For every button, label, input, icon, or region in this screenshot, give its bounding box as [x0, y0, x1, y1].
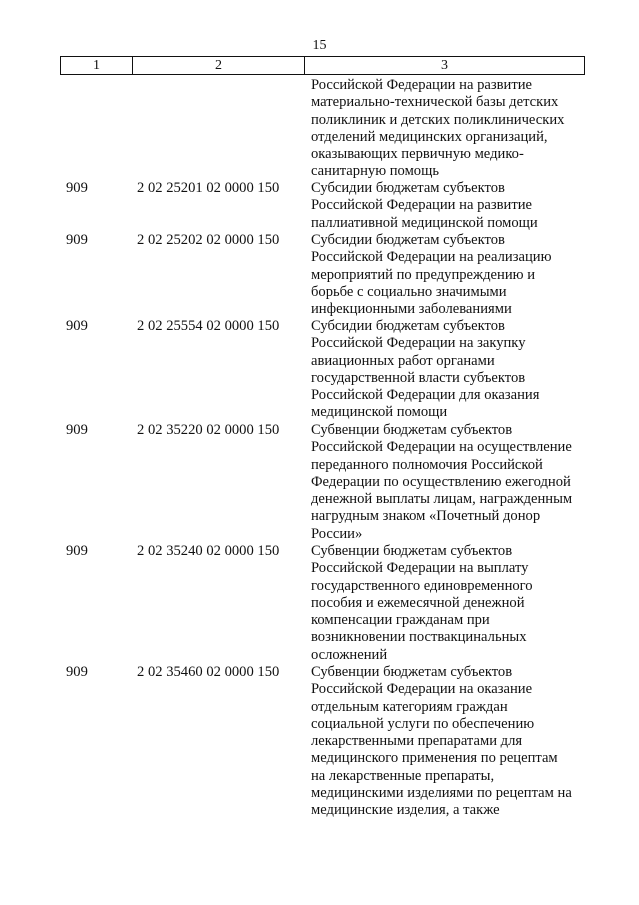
description-line: мероприятий по предупреждению и — [311, 266, 536, 283]
page-number: 15 — [312, 38, 327, 53]
description-line: санитарную помощь — [311, 163, 439, 180]
description-line: Российской Федерации на осуществление — [311, 439, 572, 456]
description-line: государственной власти субъектов — [311, 369, 526, 386]
description-line: медицинскими изделиями по рецептам на — [311, 785, 572, 802]
admin-code-cell: 909 — [66, 543, 88, 559]
admin-code-cell: 909 — [66, 180, 88, 196]
description-line: денежной выплаты лицам, награжденным — [311, 491, 573, 508]
description-line: на лекарственные препараты, — [311, 767, 495, 784]
description-line: борьбе с социально значимыми — [311, 283, 507, 300]
description-cell — [311, 318, 539, 422]
kbk-code-cell: 2 02 35220 02 0000 150 — [137, 422, 280, 438]
description-line: Субсидии бюджетам субъектов — [311, 232, 505, 248]
description-line: осложнений — [311, 646, 388, 663]
description-line: Федерации по осуществлению ежегодной — [311, 473, 571, 490]
description-line: поликлиник и детских поликлинических — [311, 111, 565, 128]
admin-code-cell: 909 — [66, 664, 88, 680]
continuation-description — [311, 77, 564, 181]
description-line: Российской Федерации на реализацию — [311, 249, 552, 266]
description-line: Субсидии бюджетам субъектов — [311, 318, 505, 334]
description-line: Российской Федерации на закупку — [311, 335, 526, 352]
description-cell — [311, 422, 572, 543]
description-line: авиационных работ органами — [311, 352, 495, 369]
description-line: социальной услуги по обеспечению — [311, 715, 535, 732]
description-line: Субсидии бюджетам субъектов — [311, 180, 505, 196]
description-line: Российской Федерации на развитие — [311, 197, 532, 214]
description-line: лекарственными препаратами для — [311, 733, 523, 750]
description-line: государственного единовременного — [311, 577, 533, 594]
description-line: медицинского применения по рецептам — [311, 750, 558, 767]
description-cell — [311, 543, 533, 664]
description-line: материально-технической базы детских — [311, 94, 559, 111]
admin-code-cell: 909 — [66, 422, 88, 438]
description-line: Российской Федерации для оказания — [311, 387, 540, 404]
column-header-row — [61, 57, 585, 75]
description-line: Российской Федерации на выплату — [311, 560, 529, 577]
description-line: пособия и ежемесячной денежной — [311, 594, 525, 611]
description-line: отделений медицинских организаций, — [311, 128, 548, 145]
description-line: возникновении поствакцинальных — [311, 629, 527, 646]
admin-code-cell: 909 — [66, 232, 88, 248]
description-cell — [311, 232, 552, 318]
description-line: паллиативной медицинской помощи — [311, 214, 538, 231]
kbk-code-cell: 2 02 25201 02 0000 150 — [137, 180, 280, 196]
description-line: отдельным категориям граждан — [311, 698, 508, 715]
description-line: переданного полномочия Российской — [311, 456, 543, 473]
description-line: Российской Федерации на развитие — [311, 77, 532, 93]
kbk-code-cell: 2 02 25554 02 0000 150 — [137, 318, 280, 334]
column-header-2: 2 — [133, 57, 305, 75]
column-header-3: 3 — [305, 57, 585, 75]
kbk-code-cell: 2 02 35460 02 0000 150 — [137, 664, 280, 680]
kbk-code-cell: 2 02 25202 02 0000 150 — [137, 232, 280, 248]
description-line: Субвенции бюджетам субъектов — [311, 543, 513, 559]
description-line: инфекционными заболеваниями — [311, 301, 512, 318]
description-line: медицинской помощи — [311, 404, 448, 421]
description-line: Российской Федерации на оказание — [311, 681, 533, 698]
description-line: оказывающих первичную медико- — [311, 146, 524, 163]
description-cell — [311, 664, 572, 820]
description-line: Субвенции бюджетам субъектов — [311, 422, 513, 438]
description-cell — [311, 180, 538, 232]
description-line: компенсации гражданам при — [311, 612, 490, 629]
column-header-table — [60, 56, 585, 75]
description-line: Субвенции бюджетам субъектов — [311, 664, 513, 680]
description-line: медицинские изделия, а также — [311, 802, 500, 819]
description-line: России» — [311, 525, 363, 542]
description-line: нагрудным знаком «Почетный донор — [311, 508, 541, 525]
admin-code-cell: 909 — [66, 318, 88, 334]
kbk-code-cell: 2 02 35240 02 0000 150 — [137, 543, 280, 559]
column-header-1: 1 — [61, 57, 133, 75]
